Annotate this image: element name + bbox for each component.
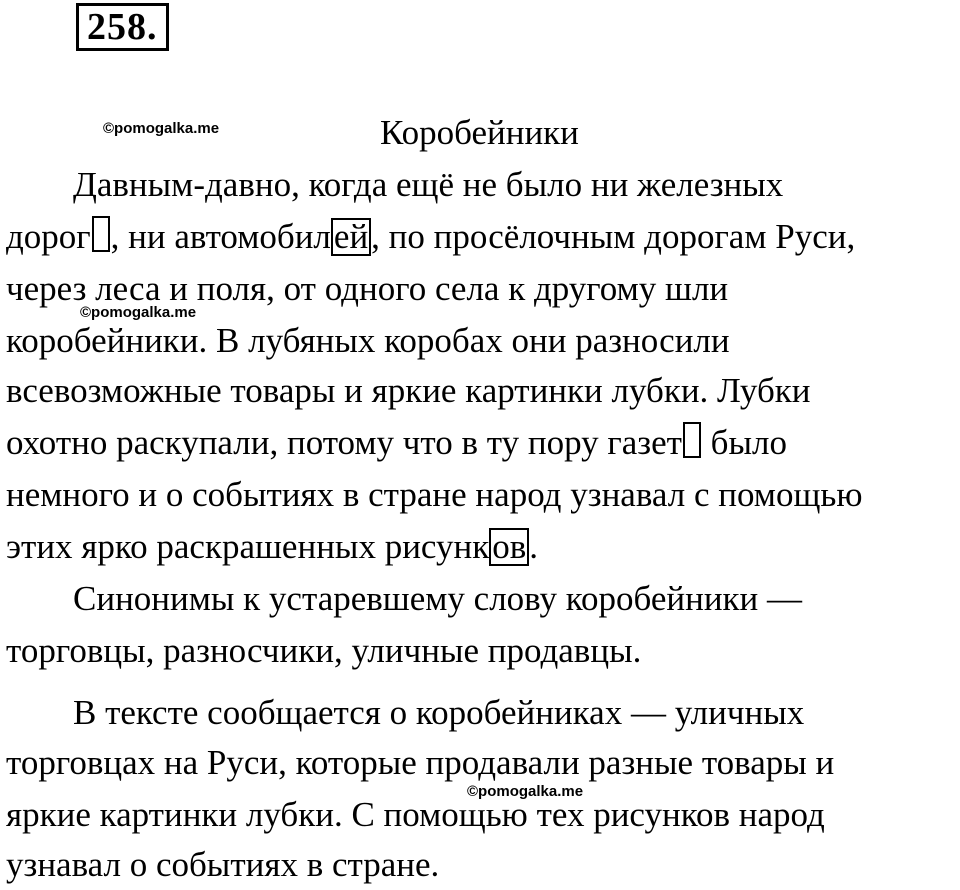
text-line [6,212,855,262]
ending-box: ов [489,528,529,566]
watermark: ©pomogalka.me [80,304,197,321]
text-line [6,418,787,468]
watermark: ©pomogalka.me [467,783,584,800]
text-line: Давным-давно, когда ещё не было ни железных [73,165,784,204]
text-line: через леса и поля, от одного села к другому шли [6,269,729,308]
text-line: всевозможные товары и яркие картинки лубки. Лубки [6,371,811,410]
text-fragment: дорог [6,217,91,256]
text-line: немного и о событиях в стране народ узнавал с помощью [6,475,863,514]
text-fragment: , по просёлочным дорогам Руси, [371,217,856,256]
text-title: Коробейники [380,113,579,152]
text-line: В тексте сообщается о коробейниках — уличных [73,693,805,732]
empty-ending-box [92,216,110,252]
watermark: ©pomogalka.me [103,120,220,137]
text-line: торговцы, разносчики, уличные продавцы. [6,631,642,670]
text-line: яркие картинки лубки. С помощью тех рисунков народ [6,795,825,834]
exercise-number: 258. [76,3,169,51]
text-line [6,522,538,572]
text-line: узнавал о событиях в стране. [6,845,440,884]
text-fragment: этих ярко раскрашенных рисунк [6,527,490,566]
text-line: коробейники. В лубяных коробах они разносили [6,321,730,360]
empty-ending-box [683,422,701,458]
text-line: торговцах на Руси, которые продавали разные товары и [6,743,835,782]
text-fragment: было [701,423,787,462]
text-line: Синонимы к устаревшему слову коробейники — [73,579,803,618]
text-fragment: , ни автомобил [110,217,331,256]
ending-box: ей [331,218,371,256]
text-fragment: . [529,527,539,566]
text-fragment: охотно раскупали, потому что в ту пору газет [6,423,682,462]
